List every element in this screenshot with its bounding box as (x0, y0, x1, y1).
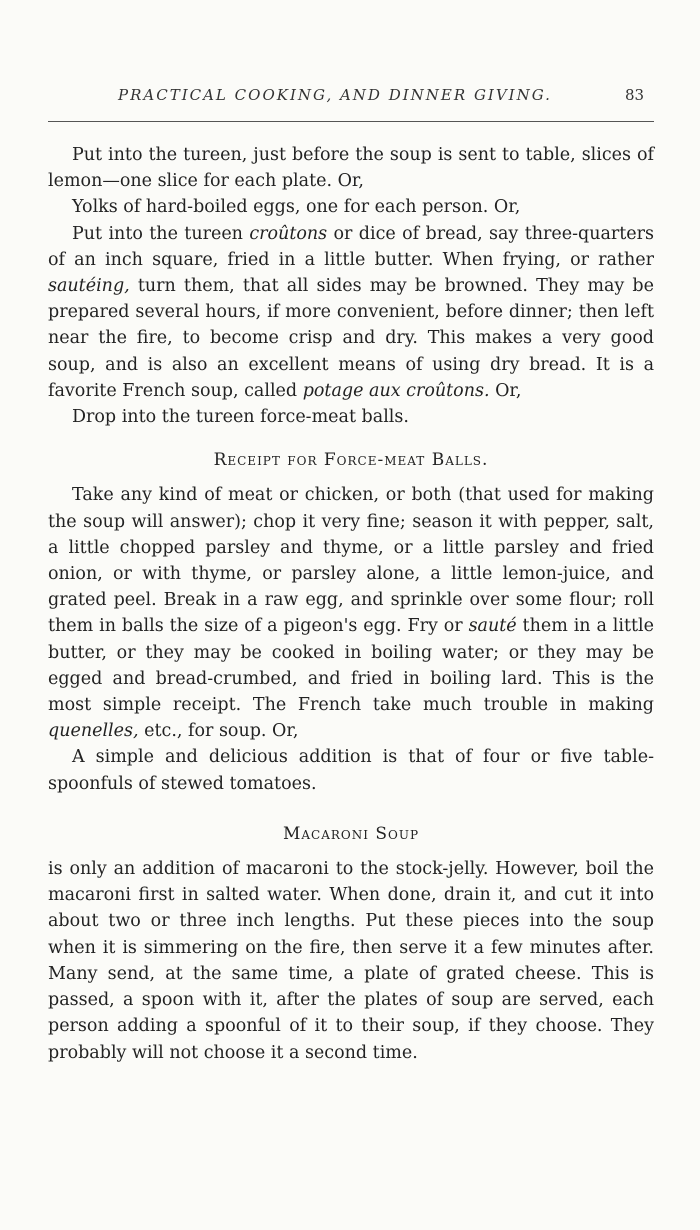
section-heading-forcemeat-balls: Receipt for Force-meat Balls. (213, 450, 489, 471)
text-run: etc., for soup. Or, (138, 721, 299, 742)
italic-term: quenelles, (48, 721, 139, 742)
italic-term: sauté (468, 616, 517, 637)
page-body (48, 142, 654, 1066)
italic-term: potage aux croûtons. (302, 380, 490, 401)
text-run: Put into the tureen (72, 223, 250, 244)
running-title: PRACTICAL COOKING, AND DINNER GIVING. (118, 86, 552, 104)
italic-term: croûtons (249, 223, 328, 244)
text-run: Take any kind of meat or chicken, or both (that used for making the soup will answer); chop it very fine; season it with pepper, salt, a little chopped parsley and thyme, or a little parsley and fried onion, or with thyme, or parsley alone, a little lemon-juice, and grated peel. Break in a raw egg, and sprinkle over some flour; roll them in balls the size of a pigeon's egg. Fry or (48, 485, 654, 637)
paragraph-macaroni: is only an addition of macaroni to the stock-jelly. However, boil the macaroni first in salted water. When done, drain it, and cut it into about two or three inch lengths. Put these pieces into the soup when it is simmering on the fire, then serve it a few minutes after. Many send, at the same time, a plate of grated cheese. This is passed, a spoon with it, after the plates of soup are served, each person adding a spoonful of it to their soup, if they choose. They probably will not choose it a second time. (48, 859, 654, 1063)
text-run: Or, (489, 380, 522, 401)
text-run: them in a little butter, or they may be cooked in boiling water; or they may be egged and bread-crumbed, and fried in boiling lard. This is the most simple receipt. The French take much trouble in making (48, 616, 654, 716)
text-run: turn them, that all sides may be browned. They may be prepared several hours, if more convenient, before dinner; then left near the fire, to become crisp and dry. This makes a very good soup, and is also an excellent means of using dry bread. It is a favorite French soup, called (48, 276, 654, 401)
paragraph-forcemeat: Drop into the tureen force-meat balls. (72, 407, 409, 428)
paragraph-croutons (48, 221, 654, 404)
page-number: 83 (625, 86, 645, 104)
section-heading-macaroni-soup: Macaroni Soup (282, 823, 420, 844)
text-run: or dice of bread, say three-quarters of an inch square, fried in a little butter. When frying, or rather (48, 223, 654, 270)
paragraph-yolks: Yolks of hard-boiled eggs, one for each person. Or, (72, 197, 521, 218)
paragraph-tomatoes: A simple and delicious addition is that of four or five table-spoonfuls of stewed tomatoes. (48, 747, 654, 794)
italic-term: sautéing, (48, 276, 130, 297)
header-rule (48, 121, 654, 122)
paragraph-forcemeat-receipt (48, 482, 654, 744)
paragraph-lemon: Put into the tureen, just before the soup is sent to table, slices of lemon—one slice for each plate. Or, (48, 145, 654, 192)
